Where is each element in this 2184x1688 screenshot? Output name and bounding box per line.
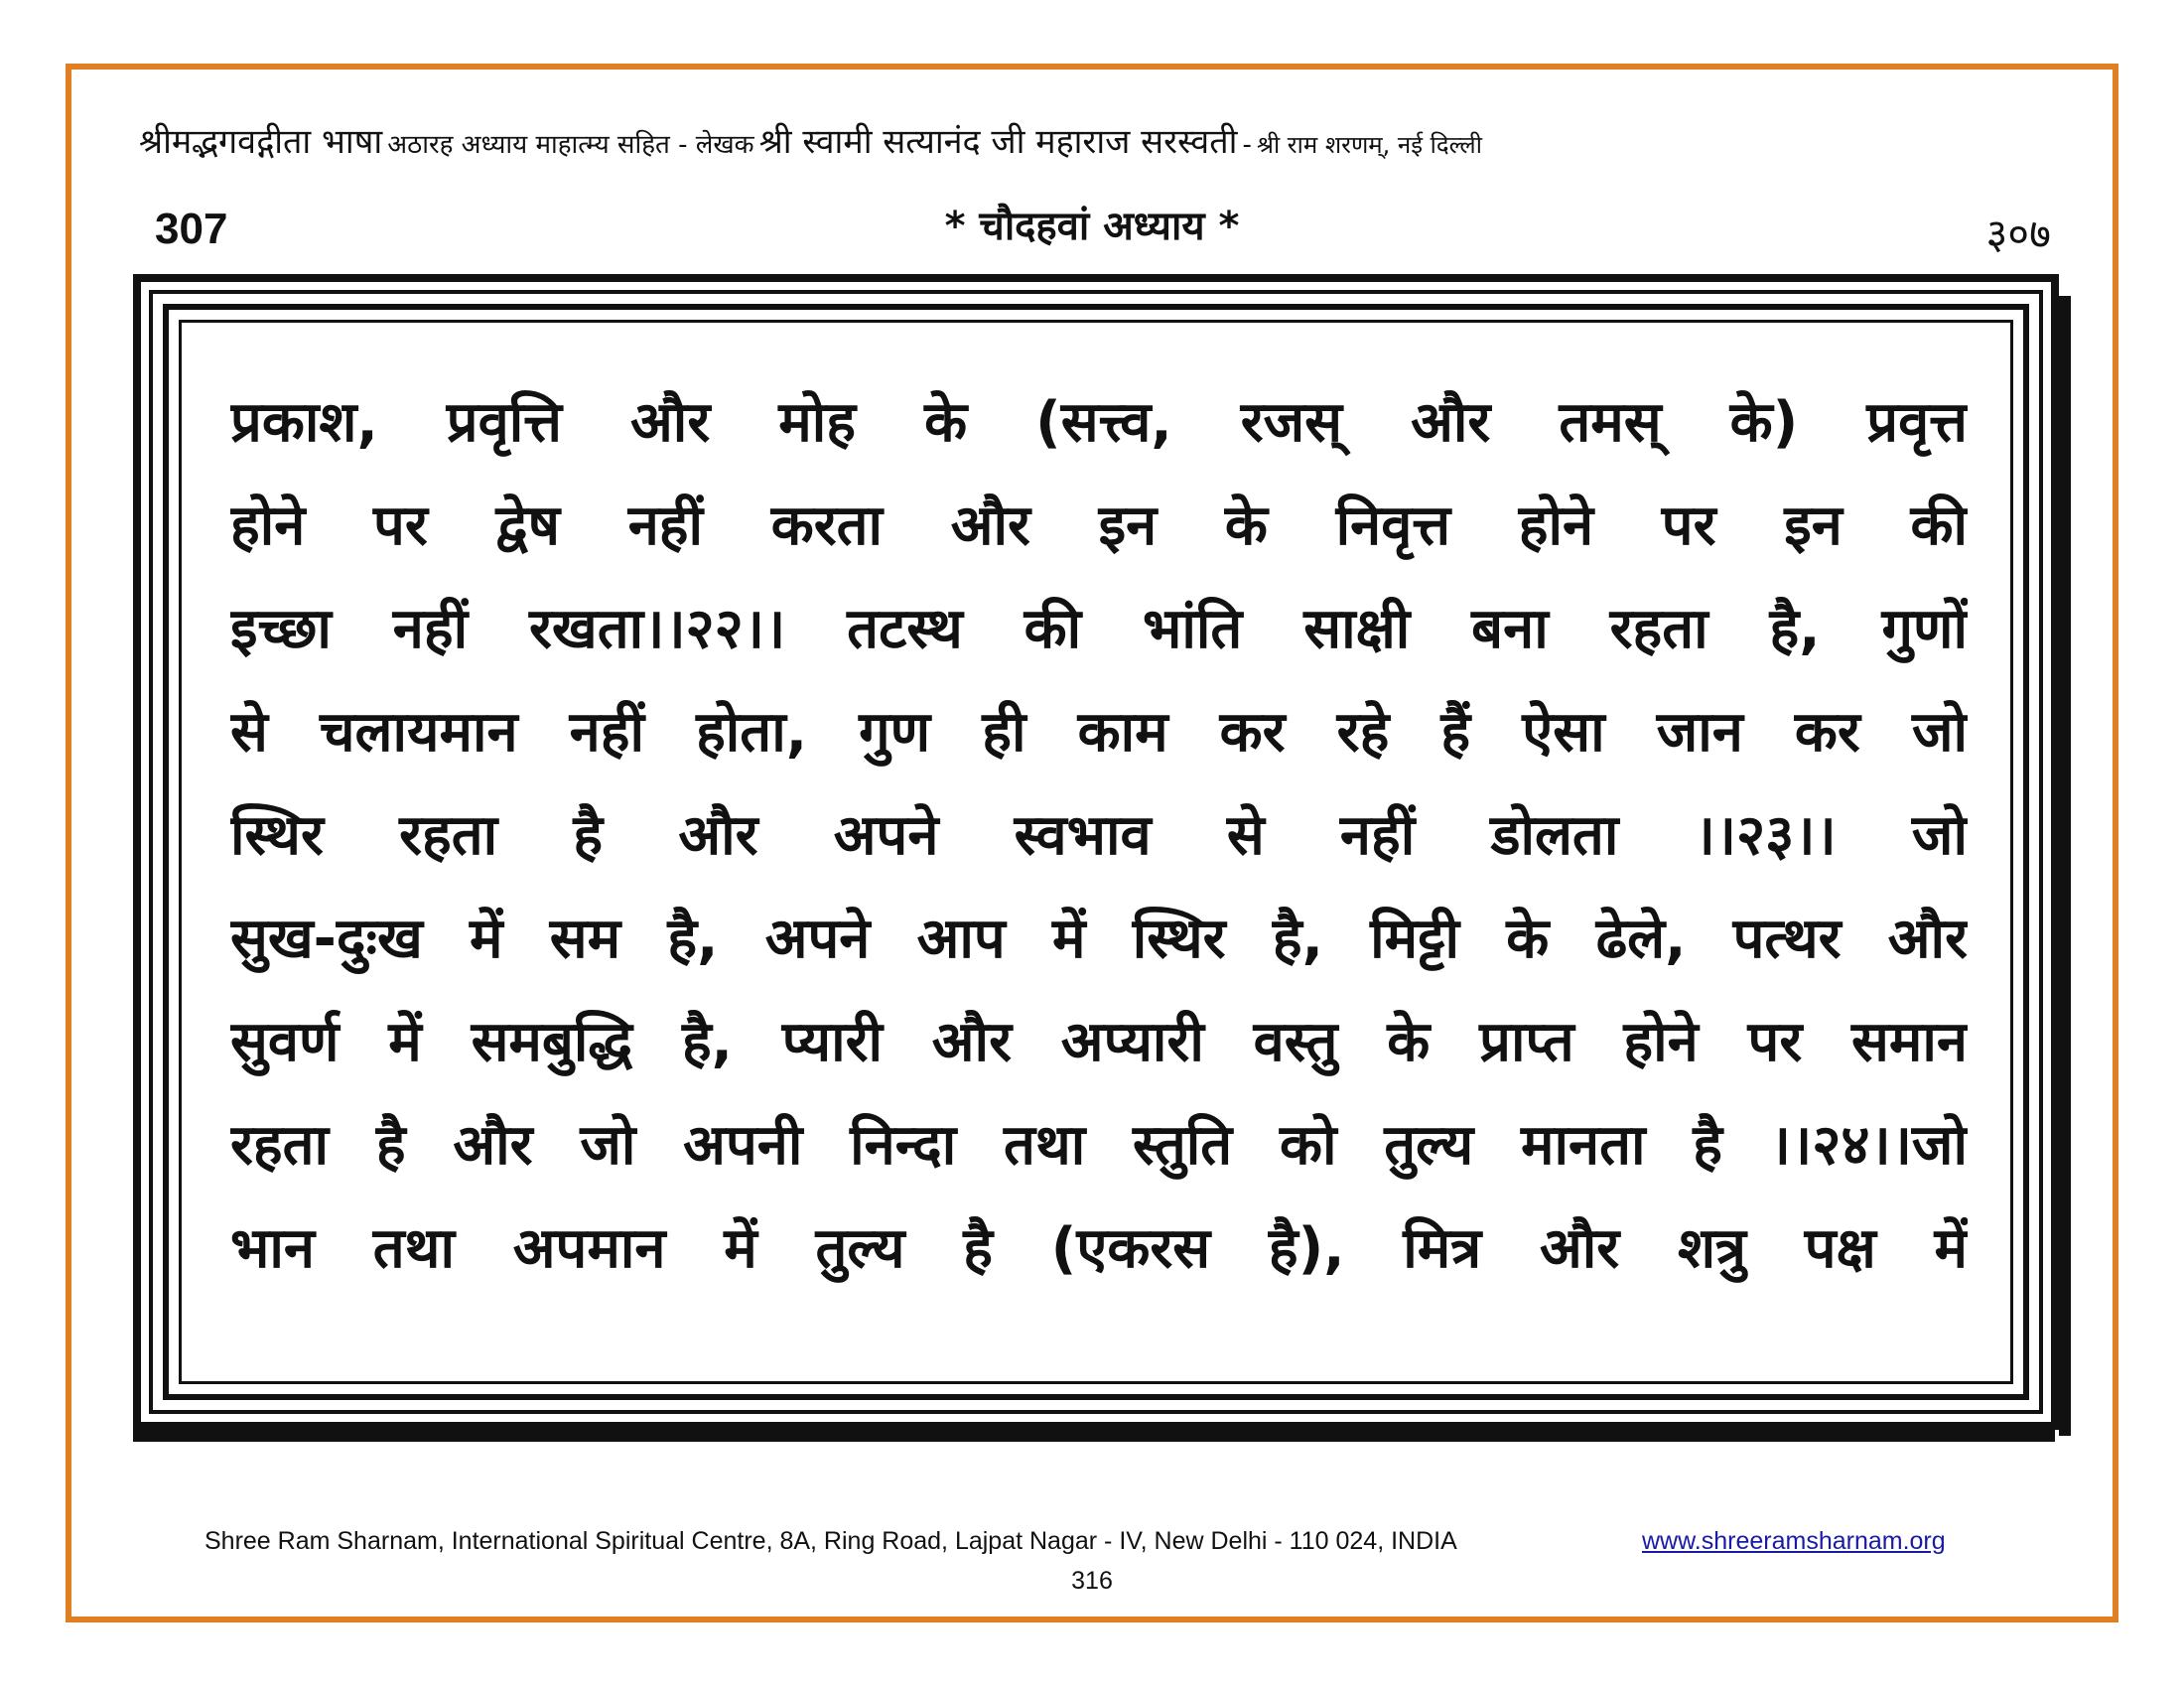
header-separator: - (1242, 130, 1252, 160)
header-author: श्री स्वामी सत्यानंद जी महाराज सरस्वती (758, 122, 1238, 162)
chapter-title: * चौदहवां अध्याय * (944, 204, 1240, 249)
verse-line: प्रकाश, प्रवृत्ति और मोह के (सत्त्व, रजस् और तमस् के) प्रवृत्त (230, 390, 1968, 455)
book-title: श्रीमद्भगवद्गीता भाषा (139, 122, 383, 162)
verse-line: रहता है और जो अपनी निन्दा तथा स्तुति को तुल्य मानता है ।।२४।।जो (230, 1113, 1968, 1178)
verse-line: स्थिर रहता है और अपने स्वभाव से नहीं डोलता ।।२३।। जो (230, 803, 1968, 868)
verse-line: इच्छा नहीं रखता।।२२।। तटस्थ की भांति साक्षी बना रहता है, गुणों (230, 597, 1968, 661)
box-shadow-bottom (133, 1430, 2055, 1442)
verse-line: सुवर्ण में समबुद्धि है, प्यारी और अप्यारी वस्तु के प्राप्त होने पर समान (230, 1010, 1968, 1074)
header-publisher: श्री राम शरणम्, नई दिल्ली (1256, 131, 1482, 159)
page-number-latin: 307 (155, 205, 228, 253)
footer-address: Shree Ram Sharnam, International Spiritual Centre, 8A, Ring Road, Lajpat Nagar - IV, New Delhi - 110 024, INDIA (205, 1527, 1457, 1555)
verse-line: से चलायमान नहीं होता, गुण ही काम कर रहे हैं ऐसा जान कर जो (230, 700, 1968, 765)
running-header (139, 117, 2055, 167)
website-link[interactable]: www.shreeramsharnam.org (1642, 1527, 1946, 1555)
verse-line: भान तथा अपमान में तुल्य है (एकरस है), मित्र और शत्रु पक्ष में (230, 1216, 1968, 1281)
verse-box (133, 274, 2059, 1430)
box-shadow-right (2059, 296, 2071, 1436)
page-number-devanagari: ३०७ (1985, 210, 2051, 258)
verse-text (230, 371, 1968, 1301)
verse-line: होने पर द्वेष नहीं करता और इन के निवृत्त होने पर इन की (230, 493, 1968, 558)
pdf-page-number: 316 (1071, 1567, 1113, 1595)
header-subtitle: अठारह अध्याय माहात्म्य सहित - लेखक (387, 130, 754, 160)
verse-line: सुख-दुःख में सम है, अपने आप में स्थिर है, मिट्टी के ढेले, पत्थर और (230, 907, 1968, 971)
